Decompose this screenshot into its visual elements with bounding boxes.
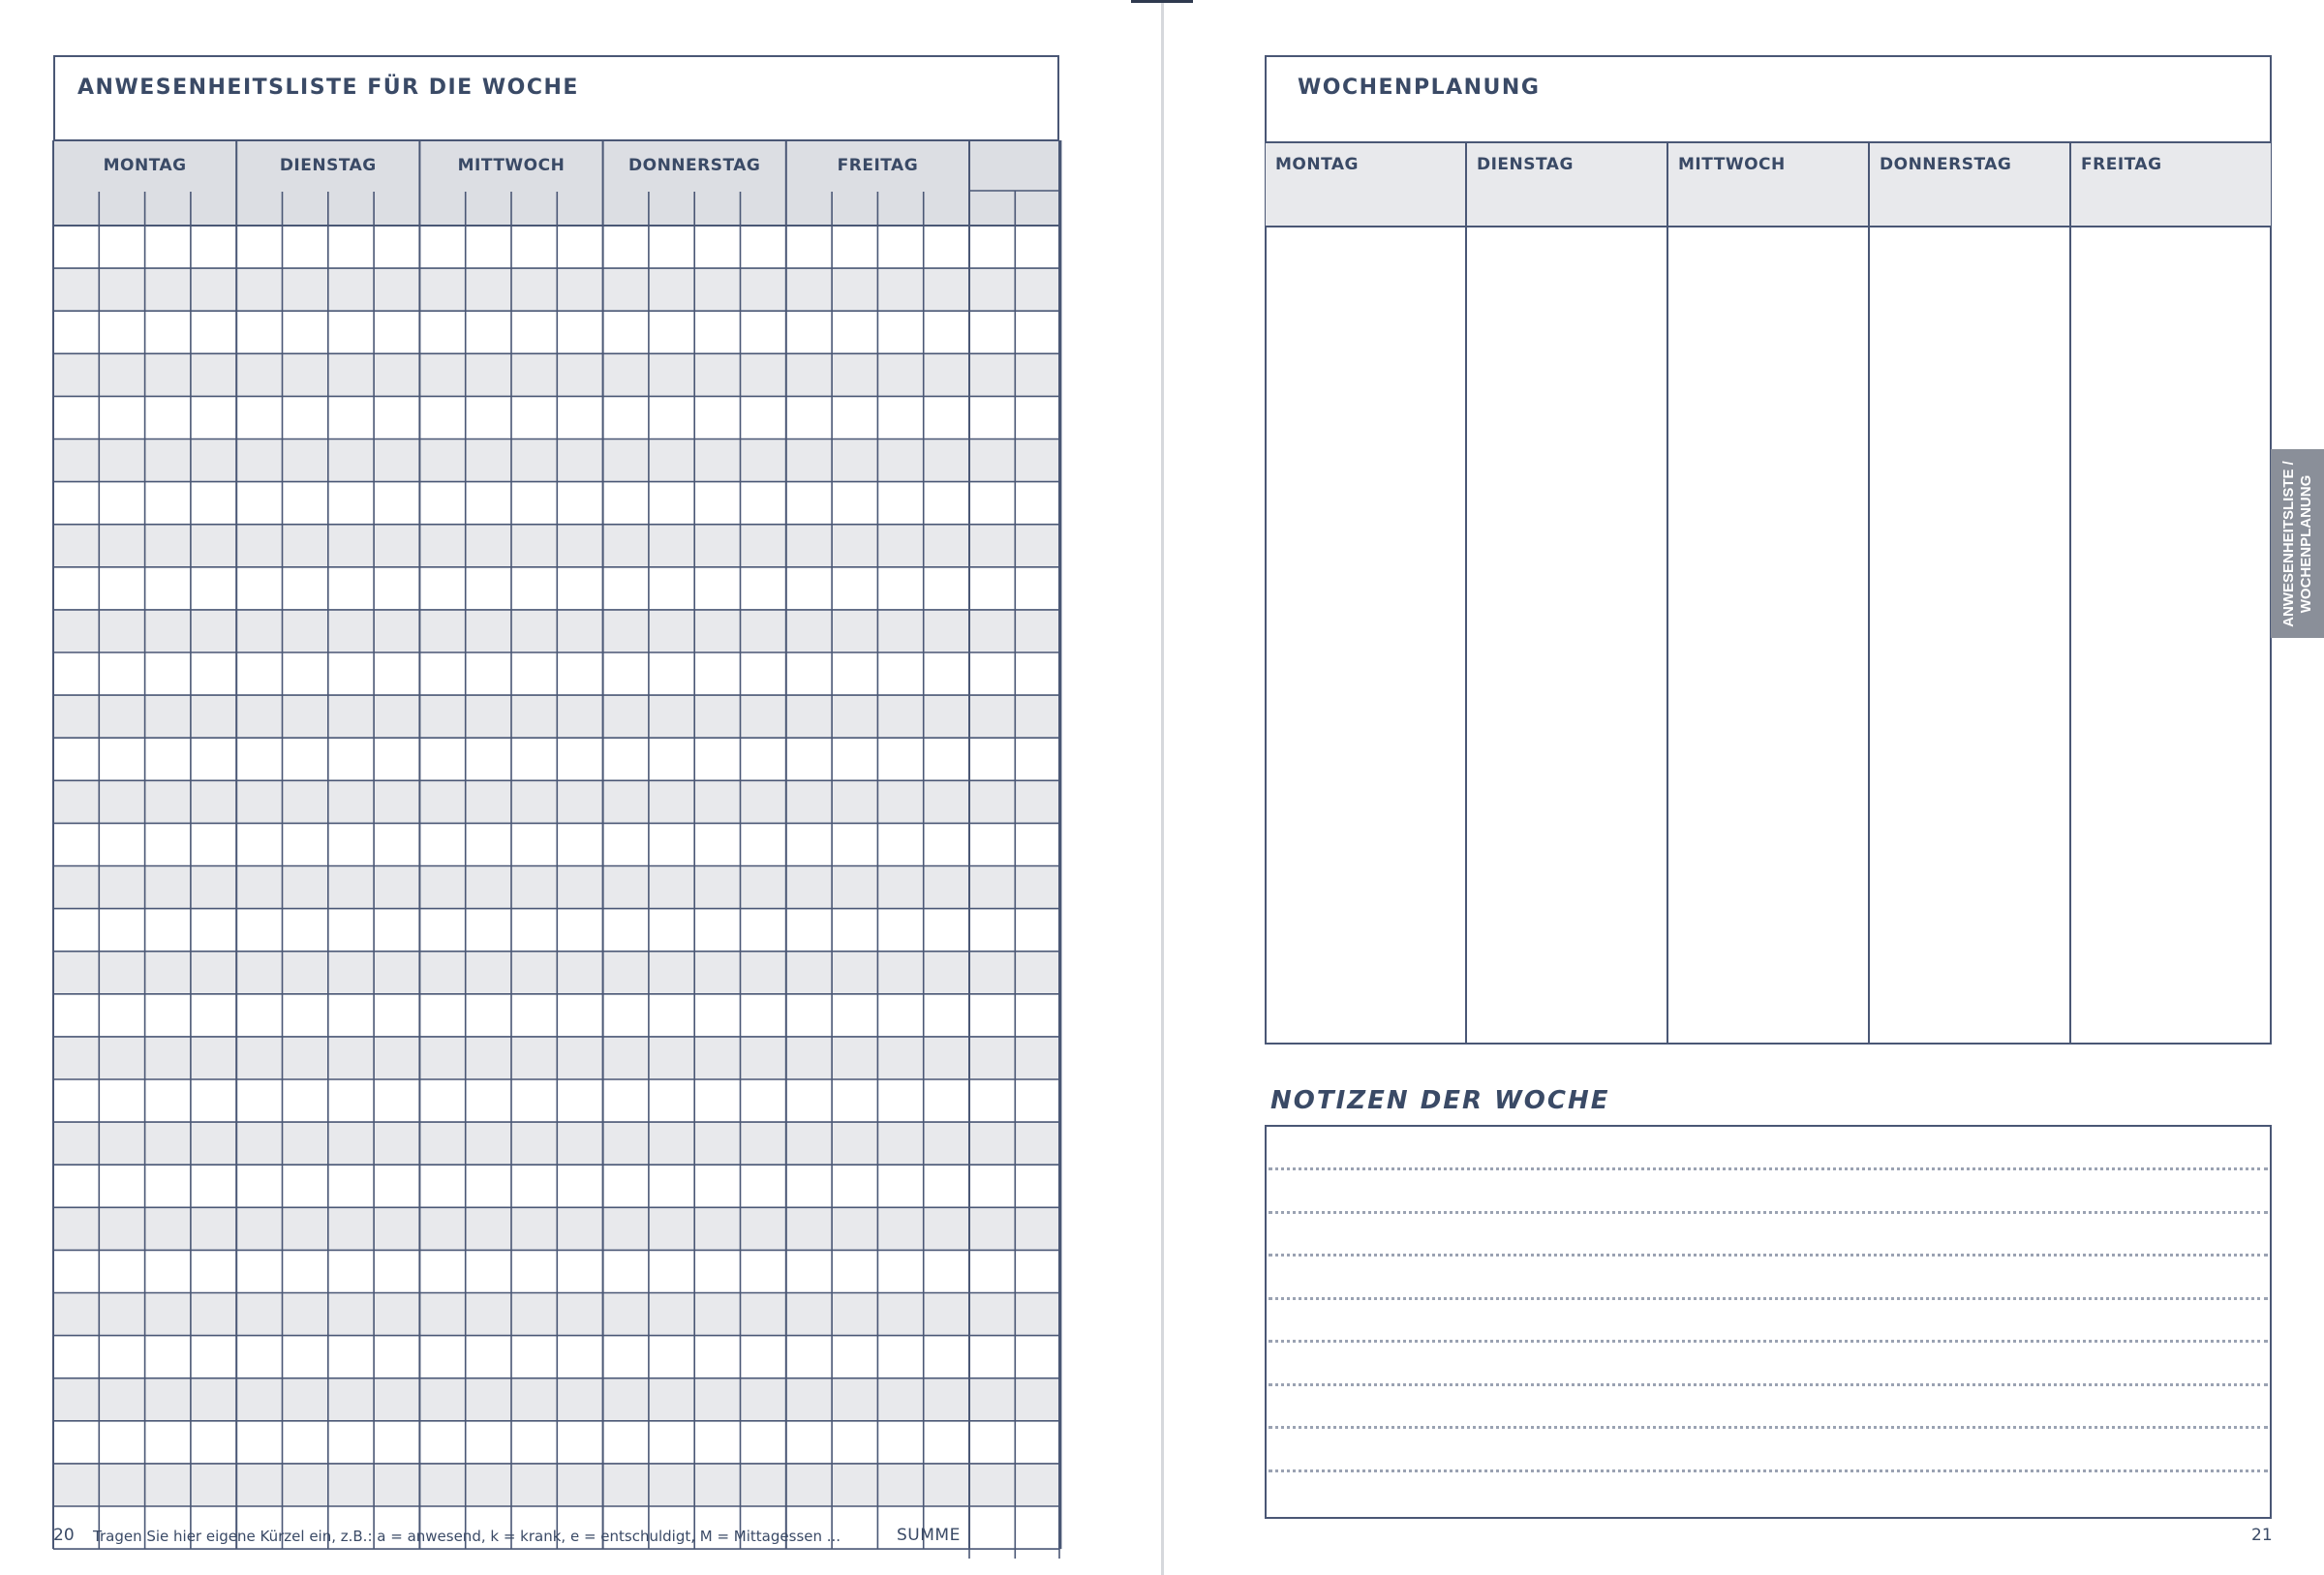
weekly-plan-title: WOCHENPLANUNG bbox=[1298, 76, 1541, 100]
notes-dotted-line bbox=[1269, 1383, 2268, 1386]
plan-column-divider bbox=[1667, 141, 1668, 1044]
plan-day-wednesday: MITTWOCH bbox=[1678, 155, 1786, 174]
plan-day-friday: FREITAG bbox=[2081, 155, 2162, 174]
notes-dotted-line bbox=[1269, 1426, 2268, 1429]
page-number-left: 20 bbox=[53, 1526, 75, 1545]
plan-column-divider bbox=[2069, 141, 2071, 1044]
plan-day-tuesday: DIENSTAG bbox=[1477, 155, 1574, 174]
notes-title: NOTIZEN DER WOCHE bbox=[1270, 1086, 1610, 1115]
plan-day-monday: MONTAG bbox=[1275, 155, 1359, 174]
attendance-day-monday: MONTAG bbox=[103, 156, 187, 175]
notes-dotted-line bbox=[1269, 1167, 2268, 1170]
notes-dotted-line bbox=[1269, 1211, 2268, 1214]
plan-column-divider bbox=[1868, 141, 1870, 1044]
attendance-title: ANWESENHEITSLISTE FÜR DIE WOCHE bbox=[77, 76, 579, 100]
plan-column-divider bbox=[1465, 141, 1467, 1044]
side-tab-line-2: WOCHENPLANUNG bbox=[2297, 474, 2314, 613]
notes-dotted-line bbox=[1269, 1254, 2268, 1257]
sum-label: SUMME bbox=[897, 1526, 961, 1545]
attendance-day-thursday: DONNERSTAG bbox=[628, 156, 761, 175]
plan-day-thursday: DONNERSTAG bbox=[1880, 155, 2012, 174]
attendance-day-friday: FREITAG bbox=[837, 156, 919, 175]
notes-box bbox=[1265, 1125, 2272, 1519]
notes-dotted-line bbox=[1269, 1340, 2268, 1343]
attendance-day-tuesday: DIENSTAG bbox=[279, 156, 377, 175]
attendance-day-wednesday: MITTWOCH bbox=[457, 156, 566, 175]
side-tab-label bbox=[2271, 449, 2324, 638]
page-number-right: 21 bbox=[2251, 1526, 2273, 1545]
attendance-footnote: Tragen Sie hier eigene Kürzel ein, z.B.: a = anwesend, k = krank, e = entschuldigt, M = Mittagessen ... bbox=[93, 1528, 841, 1545]
book-spine bbox=[1161, 0, 1164, 1575]
attendance-grid bbox=[0, 0, 1065, 1559]
notes-dotted-line bbox=[1269, 1297, 2268, 1300]
spine-mark bbox=[1131, 0, 1193, 3]
notes-dotted-line bbox=[1269, 1469, 2268, 1472]
side-tab-line-1: ANWESENHEITSLISTE / bbox=[2279, 460, 2297, 627]
